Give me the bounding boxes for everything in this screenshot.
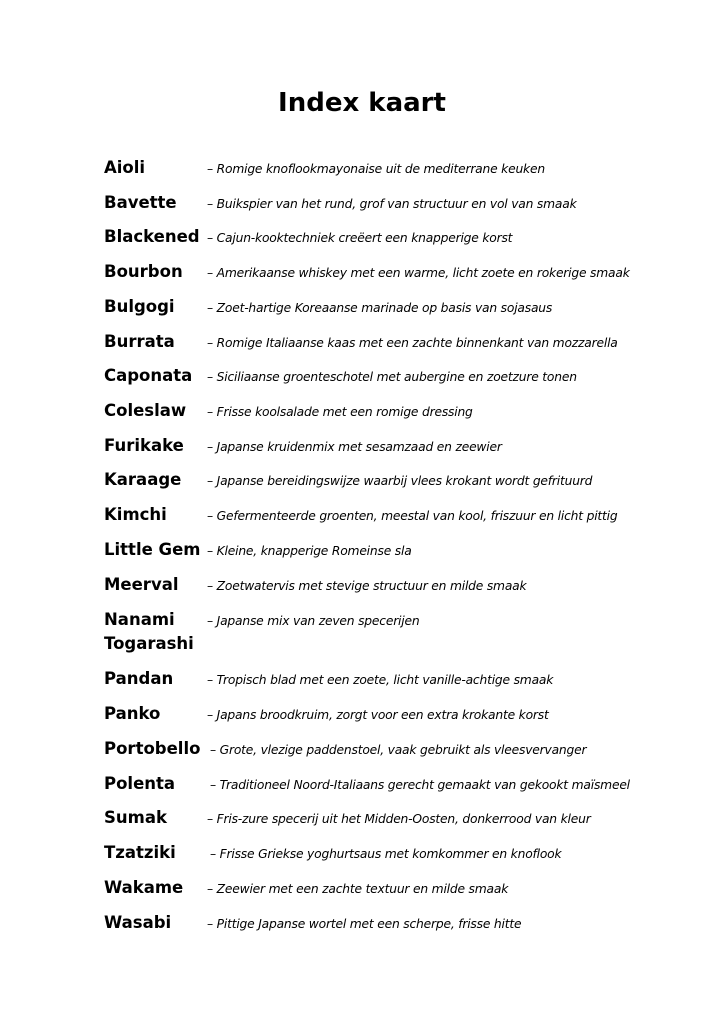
- entry-description: – Zeewier met een zachte textuur en milde smaak: [207, 882, 509, 896]
- entry-description: – Tropisch blad met een zoete, licht vanille-achtige smaak: [207, 673, 554, 687]
- entry-term: Furikake: [104, 436, 184, 455]
- entry-term: Portobello: [104, 739, 201, 758]
- entry-description: – Pittige Japanse wortel met een scherpe, frisse hitte: [207, 917, 522, 931]
- entry-description: – Frisse Griekse yoghurtsaus met komkommer en knoflook: [210, 847, 562, 861]
- entry-term: Coleslaw: [104, 401, 187, 420]
- entry-description: – Amerikaanse whiskey met een warme, licht zoete en rokerige smaak: [207, 266, 630, 280]
- entry-term: Pandan: [104, 669, 174, 688]
- entry-description: – Zoetwatervis met stevige structuur en milde smaak: [207, 579, 527, 593]
- entry-description: – Japanse mix van zeven specerijen: [207, 614, 420, 628]
- entry-description: – Japanse kruidenmix met sesamzaad en zeewier: [207, 440, 502, 454]
- entry-description: – Fris-zure specerij uit het Midden-Oosten, donkerrood van kleur: [207, 812, 591, 826]
- entry-description: – Gefermenteerde groenten, meestal van kool, friszuur en licht pittig: [207, 509, 618, 523]
- entry-term: Tzatziki: [104, 843, 176, 862]
- entry-term: Karaage: [104, 470, 182, 489]
- entry-term: Bourbon: [104, 262, 183, 281]
- entry-description: – Frisse koolsalade met een romige dressing: [207, 405, 473, 419]
- entry-description: – Grote, vlezige paddenstoel, vaak gebruikt als vleesvervanger: [210, 743, 587, 757]
- entry-term: Aioli: [104, 158, 146, 177]
- entry-description: – Buikspier van het rund, grof van structuur en vol van smaak: [207, 197, 577, 211]
- entry-term: Blackened: [104, 227, 200, 246]
- entry-term: Polenta: [104, 774, 176, 793]
- entry-term: Panko: [104, 704, 161, 723]
- entry-description: – Japans broodkruim, zorgt voor een extra krokante korst: [207, 708, 549, 722]
- entry-term: Bavette: [104, 193, 177, 212]
- entry-term: Wasabi: [104, 913, 172, 932]
- entry-term: Kimchi: [104, 505, 167, 524]
- entry-description: – Zoet-hartige Koreaanse marinade op basis van sojasaus: [207, 301, 553, 315]
- entry-term: Sumak: [104, 808, 167, 827]
- entry-term: Meerval: [104, 575, 179, 594]
- entry-description: – Japanse bereidingswijze waarbij vlees krokant wordt gefrituurd: [207, 474, 593, 488]
- entry-term: Little Gem: [104, 540, 201, 559]
- entry-term: Bulgogi: [104, 297, 175, 316]
- entry-description: – Cajun-kooktechniek creëert een knapperige korst: [207, 231, 513, 245]
- entry-description: – Traditioneel Noord-Italiaans gerecht gemaakt van gekookt maïsmeel: [210, 778, 630, 792]
- page-title: Index kaart: [278, 88, 446, 118]
- entry-description: – Siciliaanse groenteschotel met aubergine en zoetzure tonen: [207, 370, 577, 384]
- entry-term: Caponata: [104, 366, 193, 385]
- entry-description: – Romige knoflookmayonaise uit de mediterrane keuken: [207, 162, 545, 176]
- entry-term: Burrata: [104, 332, 175, 351]
- entry-term: Nanami Togarashi: [104, 610, 194, 653]
- entry-description: – Romige Italiaanse kaas met een zachte binnenkant van mozzarella: [207, 336, 618, 350]
- entry-description: – Kleine, knapperige Romeinse sla: [207, 544, 412, 558]
- entry-term: Wakame: [104, 878, 184, 897]
